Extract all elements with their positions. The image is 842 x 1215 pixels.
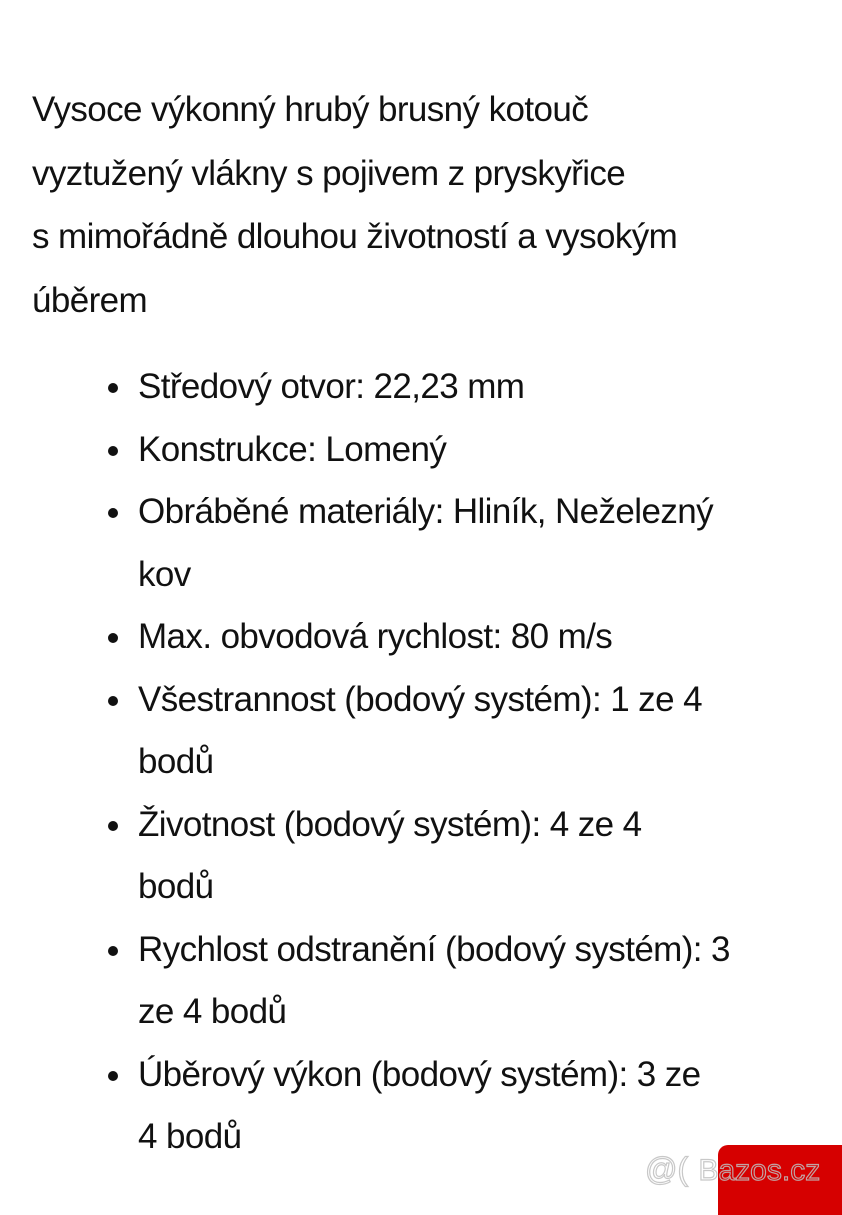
spec-item-lifetime	[104, 794, 824, 919]
bullet-icon	[108, 633, 118, 643]
intro-line: s mimořádně dlouhou životností a vysokým	[32, 217, 678, 256]
spec-text-continued: bodů	[138, 742, 214, 781]
bullet-icon	[108, 696, 118, 706]
spec-item-removal-speed	[104, 919, 824, 1044]
spec-text-continued: ze 4 bodů	[138, 992, 287, 1031]
spec-text: Konstrukce: Lomený	[138, 429, 447, 469]
spec-text-continued: kov	[138, 554, 191, 594]
spec-text: Max. obvodová rychlost: 80 m/s	[138, 617, 613, 656]
spec-text: Životnost (bodový systém): 4 ze 4	[138, 804, 642, 844]
spec-text: Rychlost odstranění (bodový systém): 3	[138, 929, 730, 969]
bullet-icon	[108, 508, 118, 518]
bazos-watermark	[645, 1152, 820, 1188]
spec-item-construction	[104, 419, 824, 482]
spec-text-continued: bodů	[138, 867, 214, 906]
spec-text: Úběrový výkon (bodový systém): 3 ze	[138, 1054, 701, 1094]
spec-item-versatility	[104, 669, 824, 794]
intro-line: vyztužený vlákny s pojivem z pryskyřice	[32, 153, 626, 193]
spec-item-max-speed	[104, 606, 824, 669]
bullet-icon	[108, 946, 118, 956]
spec-text: Středový otvor: 22,23 mm	[138, 367, 525, 406]
intro-line: Vysoce výkonný hrubý brusný kotouč	[32, 90, 589, 129]
intro-paragraph	[32, 78, 822, 332]
spec-text: Obráběné materiály: Hliník, Neželezný	[138, 492, 714, 531]
spec-list	[104, 356, 824, 1169]
spec-item-materials	[104, 481, 824, 606]
bullet-icon	[108, 446, 118, 456]
bullet-icon	[108, 383, 118, 393]
intro-line: úběrem	[32, 280, 148, 320]
spec-item-center-hole	[104, 356, 824, 419]
bazos-logo-icon: @(	[645, 1151, 689, 1187]
spec-text: Všestrannost (bodový systém): 1 ze 4	[138, 679, 702, 719]
spec-text-continued: 4 bodů	[138, 1117, 242, 1156]
bullet-icon	[108, 821, 118, 831]
spec-item-removal-performance	[104, 1044, 824, 1169]
bullet-icon	[108, 1071, 118, 1081]
watermark-text: Bazos.cz	[698, 1154, 821, 1187]
